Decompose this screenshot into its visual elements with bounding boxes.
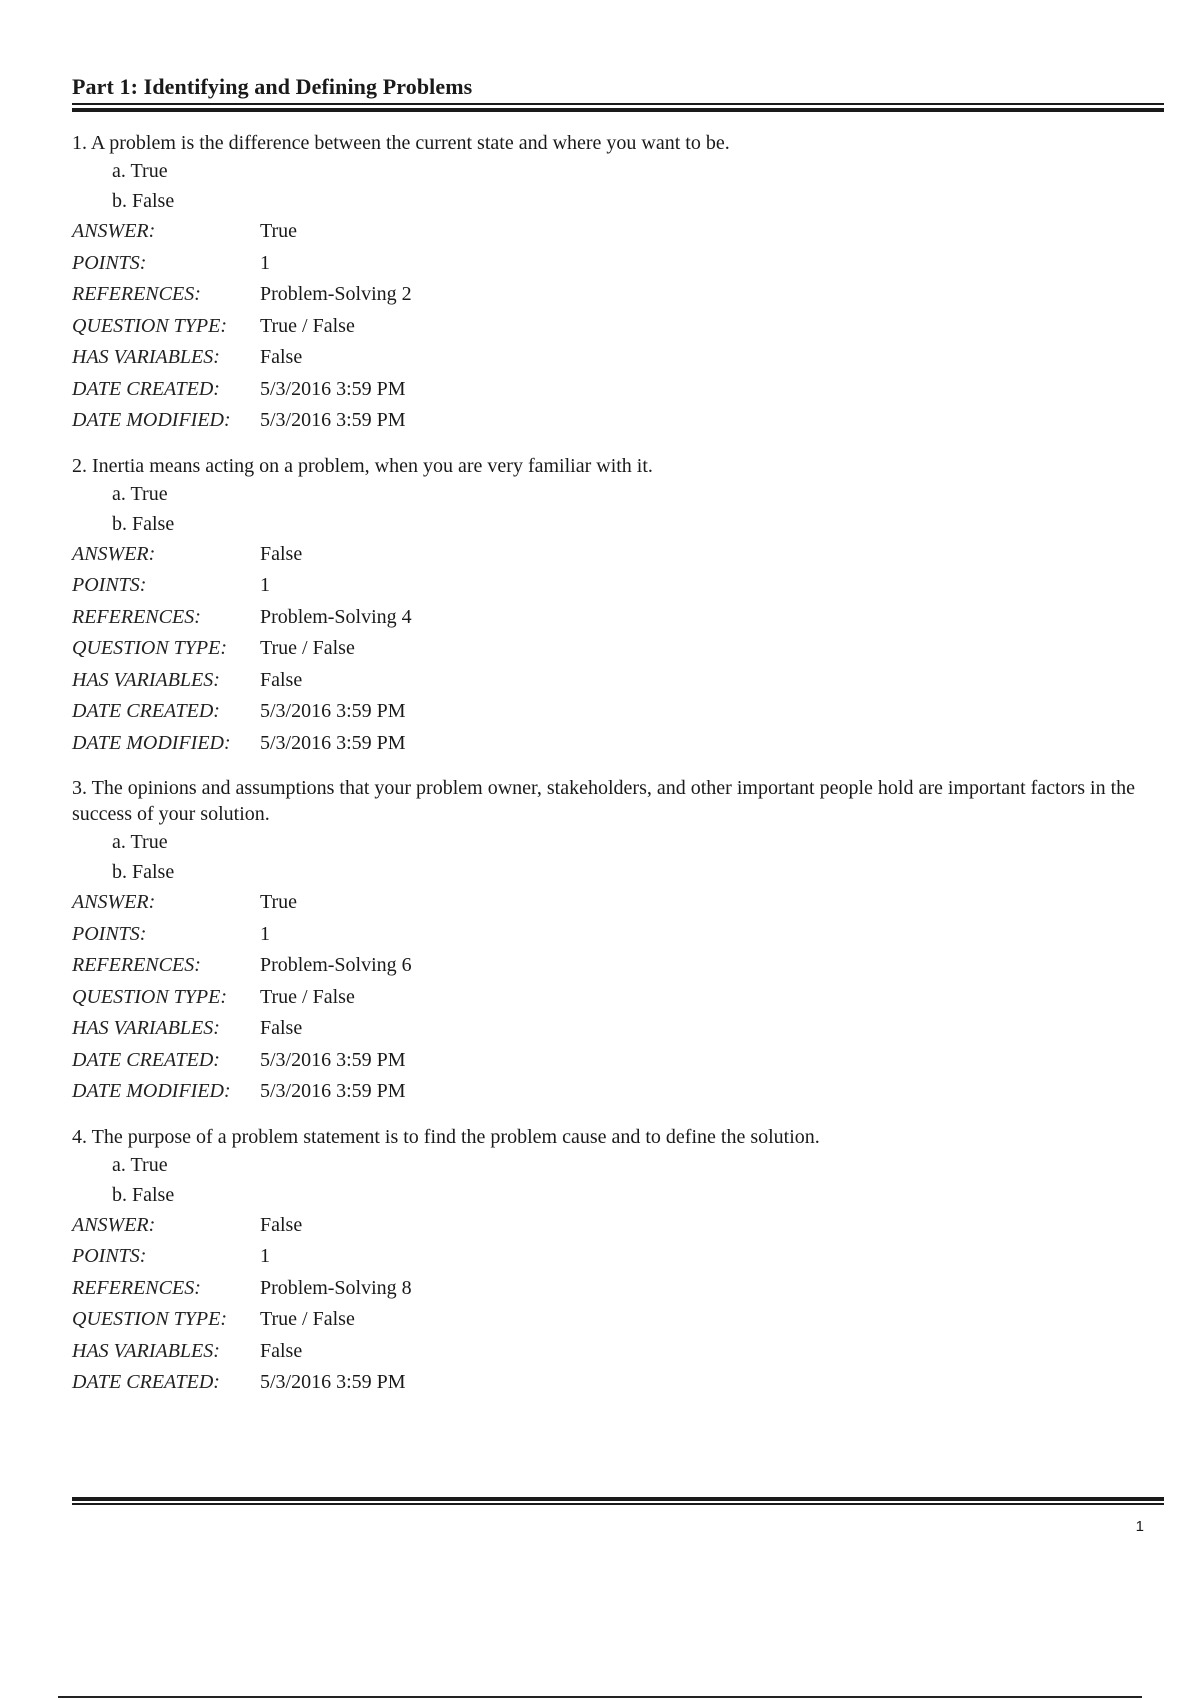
meta-row-date-modified [72, 728, 1164, 760]
meta-label: DATE MODIFIED: [72, 731, 231, 754]
meta-row-points [72, 1241, 1164, 1273]
meta-label: POINTS: [72, 574, 147, 596]
document-page [72, 0, 1164, 1700]
meta-row-date-created [72, 1045, 1164, 1077]
meta-label: HAS VARIABLES: [72, 668, 220, 691]
meta-value: False [260, 1017, 303, 1039]
page-number: 1 [1135, 1518, 1144, 1535]
meta-row-references [72, 279, 1164, 311]
meta-label: HAS VARIABLES: [72, 346, 220, 368]
question-text: 4. The purpose of a problem statement is to find the problem cause and to define the solution. [72, 1125, 820, 1148]
meta-value: 5/3/2016 3:59 PM [260, 1048, 406, 1071]
question-text: 3. The opinions and assumptions that your problem owner, stakeholders, and other important people hold are important factors in the success of your solution. [72, 777, 1136, 825]
meta-row-answer [72, 216, 1164, 248]
meta-row-has-variables [72, 1013, 1164, 1045]
answer-option: a. True [112, 831, 168, 853]
meta-row-answer [72, 1210, 1164, 1242]
meta-value: False [260, 346, 303, 368]
answer-option: b. False [112, 190, 175, 212]
meta-row-question-type [72, 311, 1164, 343]
meta-value: False [260, 1213, 303, 1236]
meta-label: POINTS: [72, 1245, 147, 1267]
answer-option: a. True [112, 1153, 168, 1176]
meta-label: ANSWER: [72, 891, 156, 913]
meta-label: DATE CREATED: [72, 700, 220, 722]
meta-value: 5/3/2016 3:59 PM [260, 731, 406, 754]
meta-value: True / False [260, 314, 355, 337]
meta-row-points [72, 570, 1164, 602]
meta-row-question-type [72, 1304, 1164, 1336]
meta-value: True [260, 220, 298, 242]
question-text: 2. Inertia means acting on a problem, when you are very familiar with it. [72, 454, 653, 477]
meta-row-references [72, 1273, 1164, 1305]
answer-option: b. False [112, 1183, 175, 1206]
question-text: 1. A problem is the difference between the current state and where you want to be. [72, 132, 730, 154]
meta-value: 1 [260, 574, 270, 596]
meta-row-has-variables [72, 665, 1164, 697]
meta-value: Problem-Solving 4 [260, 605, 412, 628]
meta-label: ANSWER: [72, 220, 156, 242]
meta-label: REFERENCES: [72, 1276, 201, 1299]
meta-value: 5/3/2016 3:59 PM [260, 1080, 406, 1102]
meta-value: 5/3/2016 3:59 PM [260, 377, 406, 400]
answer-option: a. True [112, 482, 168, 505]
meta-label: QUESTION TYPE: [72, 637, 228, 659]
meta-label: ANSWER: [72, 542, 156, 565]
meta-value: 1 [260, 251, 270, 274]
meta-label: QUESTION TYPE: [72, 985, 228, 1008]
meta-label: QUESTION TYPE: [72, 1308, 228, 1330]
meta-row-answer [72, 887, 1164, 919]
meta-row-has-variables [72, 342, 1164, 374]
meta-label: DATE MODIFIED: [72, 1080, 231, 1102]
question-block [72, 130, 1164, 437]
meta-value: 5/3/2016 3:59 PM [260, 700, 406, 722]
meta-label: POINTS: [72, 251, 147, 274]
meta-label: DATE CREATED: [72, 377, 220, 400]
meta-label: POINTS: [72, 922, 147, 945]
meta-label: QUESTION TYPE: [72, 314, 228, 337]
meta-value: 5/3/2016 3:59 PM [260, 409, 406, 431]
header-rule [72, 103, 1164, 113]
meta-label: ANSWER: [72, 1213, 156, 1236]
meta-row-references [72, 602, 1164, 634]
meta-row-answer [72, 539, 1164, 571]
answer-option: b. False [112, 512, 175, 535]
meta-value: 1 [260, 922, 270, 945]
meta-label: DATE CREATED: [72, 1048, 220, 1071]
meta-value: 5/3/2016 3:59 PM [260, 1371, 406, 1393]
meta-row-date-modified [72, 405, 1164, 437]
question-block [72, 453, 1164, 760]
meta-row-date-modified [72, 1076, 1164, 1108]
meta-label: HAS VARIABLES: [72, 1339, 220, 1362]
meta-row-date-created [72, 374, 1164, 406]
meta-row-points [72, 248, 1164, 280]
meta-row-question-type [72, 982, 1164, 1014]
meta-value: False [260, 542, 303, 565]
meta-row-question-type [72, 633, 1164, 665]
meta-value: True / False [260, 1308, 355, 1330]
meta-value: Problem-Solving 2 [260, 283, 412, 305]
meta-value: True / False [260, 985, 355, 1008]
meta-value: Problem-Solving 6 [260, 954, 412, 976]
meta-label: REFERENCES: [72, 954, 201, 976]
meta-row-has-variables [72, 1336, 1164, 1368]
meta-value: True / False [260, 637, 355, 659]
meta-value: 1 [260, 1245, 270, 1267]
meta-label: REFERENCES: [72, 605, 201, 628]
meta-label: DATE MODIFIED: [72, 409, 231, 431]
question-block [72, 1124, 1164, 1399]
section-title: Part 1: Identifying and Defining Problems [72, 74, 473, 99]
meta-label: REFERENCES: [72, 283, 201, 305]
meta-value: Problem-Solving 8 [260, 1276, 412, 1299]
meta-row-date-created [72, 696, 1164, 728]
footer-rule [72, 1497, 1164, 1507]
meta-row-date-created [72, 1367, 1164, 1399]
question-block [72, 775, 1164, 1108]
meta-row-references [72, 950, 1164, 982]
answer-option: a. True [112, 160, 168, 182]
meta-value: True [260, 891, 298, 913]
meta-value: False [260, 668, 303, 691]
meta-label: DATE CREATED: [72, 1371, 220, 1393]
page-bottom-line [58, 1696, 1142, 1698]
meta-label: HAS VARIABLES: [72, 1017, 220, 1039]
answer-option: b. False [112, 861, 175, 883]
question-list [72, 130, 1164, 1415]
meta-value: False [260, 1339, 303, 1362]
meta-row-points [72, 919, 1164, 951]
